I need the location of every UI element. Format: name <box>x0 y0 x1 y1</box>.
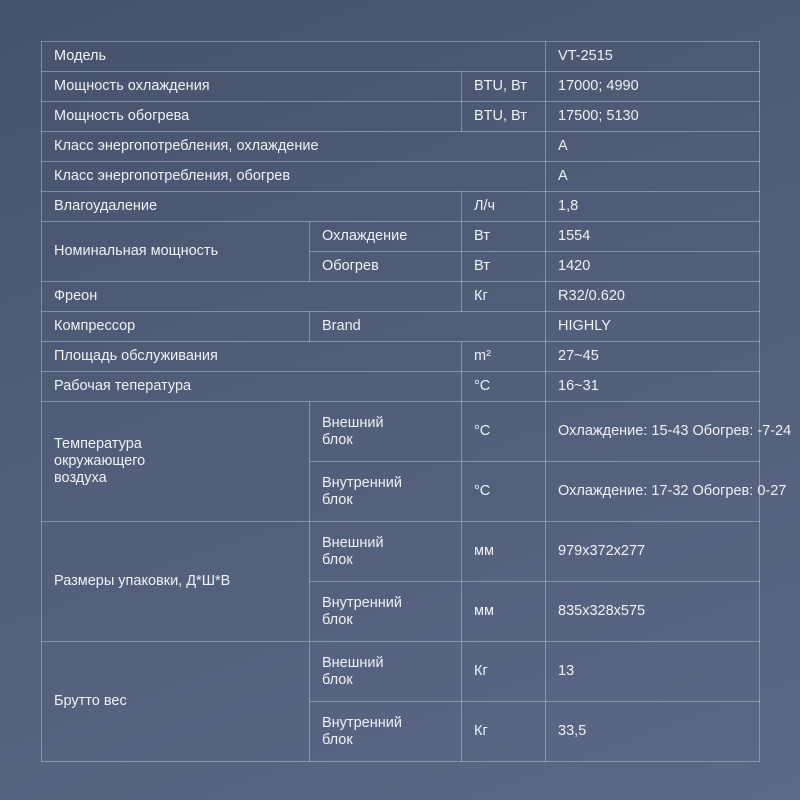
row-sublabel: Охлаждение <box>310 222 462 252</box>
row-unit: BTU, Вт <box>462 72 546 102</box>
row-sublabel: Внешний блок <box>310 522 462 582</box>
row-sublabel: Внутренний блок <box>310 702 462 762</box>
row-value: Охлаждение: 17-32 Обогрев: 0-27 <box>546 462 760 522</box>
table-row-energy-class-cooling <box>42 132 760 162</box>
row-sublabel: Обогрев <box>310 252 462 282</box>
row-unit: °C <box>462 372 546 402</box>
row-label: Температура окружающего воздуха <box>42 402 310 522</box>
row-value: 835x328x575 <box>546 582 760 642</box>
row-label: Площадь обслуживания <box>42 342 462 372</box>
row-unit: m² <box>462 342 546 372</box>
row-label: Мощность охлаждения <box>42 72 462 102</box>
row-label: Мощность обогрева <box>42 102 462 132</box>
row-label: Размеры упаковки, Д*Ш*В <box>42 522 310 642</box>
row-unit: Л/ч <box>462 192 546 222</box>
row-unit: Вт <box>462 252 546 282</box>
row-label: Фреон <box>42 282 462 312</box>
row-label: Модель <box>42 42 546 72</box>
row-sublabel: Внешний блок <box>310 402 462 462</box>
row-unit: Кг <box>462 702 546 762</box>
row-label: Класс энергопотребления, охлаждение <box>42 132 546 162</box>
row-value: 33,5 <box>546 702 760 762</box>
row-value: A <box>546 162 760 192</box>
row-sublabel: Внутренний блок <box>310 462 462 522</box>
table-row-package-size-outdoor <box>42 522 760 582</box>
row-unit: Вт <box>462 222 546 252</box>
specifications-table <box>41 41 792 762</box>
row-unit: °C <box>462 402 546 462</box>
row-value: HIGHLY <box>546 312 760 342</box>
row-value: VT-2515 <box>546 42 760 72</box>
row-value: 27~45 <box>546 342 760 372</box>
table-row-dehumidification <box>42 192 760 222</box>
row-value: Охлаждение: 15-43 Обогрев: -7-24 <box>546 402 760 462</box>
row-sublabel: Внутренний блок <box>310 582 462 642</box>
row-value: 13 <box>546 642 760 702</box>
row-label: Класс энергопотребления, обогрев <box>42 162 546 192</box>
row-unit: Кг <box>462 642 546 702</box>
row-sublabel: Brand <box>310 312 546 342</box>
table-row-ambient-temp-outdoor <box>42 402 760 462</box>
table-row-compressor <box>42 312 760 342</box>
table-row-cooling-power <box>42 72 760 102</box>
row-unit: мм <box>462 582 546 642</box>
row-label: Компрессор <box>42 312 310 342</box>
row-unit: мм <box>462 522 546 582</box>
table-row-gross-weight-outdoor <box>42 642 760 702</box>
row-value: R32/0.620 <box>546 282 760 312</box>
table-row-energy-class-heating <box>42 162 760 192</box>
table-row-service-area <box>42 342 760 372</box>
row-value: 17000; 4990 <box>546 72 760 102</box>
table-row-model <box>42 42 760 72</box>
row-label: Номинальная мощность <box>42 222 310 282</box>
row-label: Рабочая тепература <box>42 372 462 402</box>
row-label: Влагоудаление <box>42 192 462 222</box>
row-value: 1554 <box>546 222 760 252</box>
row-unit: Кг <box>462 282 546 312</box>
row-value: 17500; 5130 <box>546 102 760 132</box>
table-row-operating-temp <box>42 372 760 402</box>
row-label: Брутто вес <box>42 642 310 762</box>
row-value: 16~31 <box>546 372 760 402</box>
row-unit: °C <box>462 462 546 522</box>
table-row-freon <box>42 282 760 312</box>
row-value: A <box>546 132 760 162</box>
table-row-heating-power <box>42 102 760 132</box>
row-unit: BTU, Вт <box>462 102 546 132</box>
row-value: 1420 <box>546 252 760 282</box>
row-value: 979x372x277 <box>546 522 760 582</box>
row-sublabel: Внешний блок <box>310 642 462 702</box>
row-value: 1,8 <box>546 192 760 222</box>
table-row-nominal-power-cooling <box>42 222 760 252</box>
